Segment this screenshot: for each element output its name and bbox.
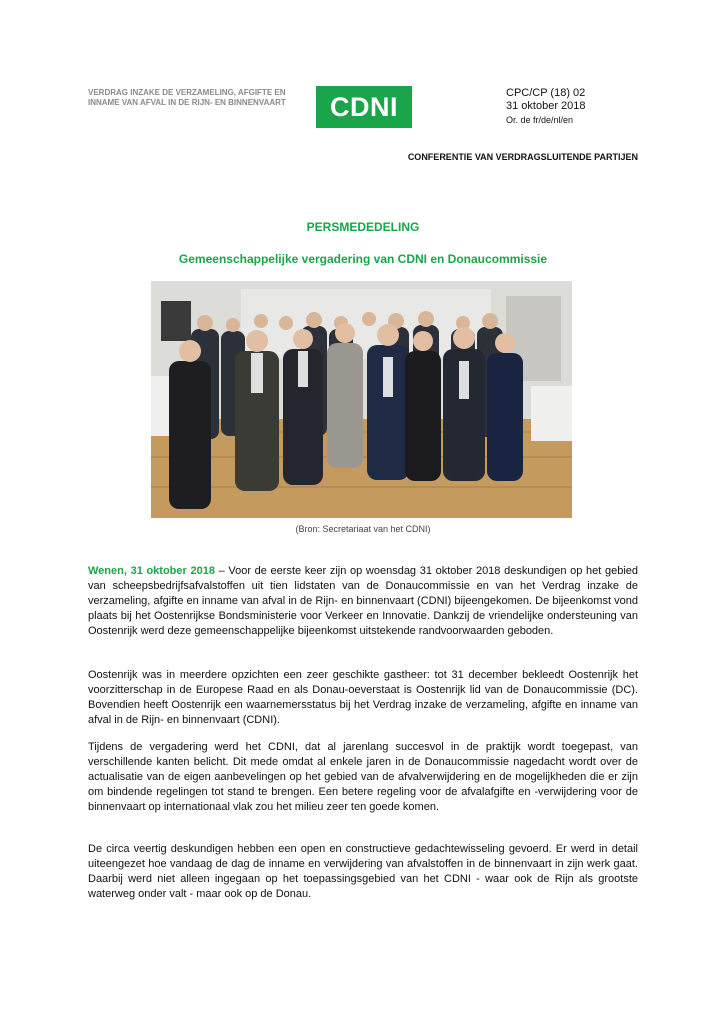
- cdni-logo: [316, 86, 412, 128]
- document-reference: CPC/CP (18) 02: [506, 87, 586, 99]
- press-release-label: PERSMEDEDELING: [306, 220, 420, 234]
- logo-text: CDNI: [330, 91, 398, 122]
- body-paragraph-1: [88, 564, 638, 639]
- organisation-name: VERDRAG INZAKE DE VERZAMELING, AFGIFTE EN INNAME VAN AFVAL IN DE RIJN- EN BINNENVAART: [88, 88, 286, 107]
- document-languages: Or. de fr/de/nl/en: [506, 115, 574, 125]
- dateline: Wenen, 31 oktober 2018: [88, 565, 215, 577]
- group-photo: [151, 281, 572, 518]
- conference-name: CONFERENTIE VAN VERDRAGSLUITENDE PARTIJEN: [407, 152, 638, 162]
- body-paragraph-2: Oostenrijk was in meerdere opzichten een zeer geschikte gastheer: tot 31 december bekleedt Oostenrijk het voorzitterschap in de Europese Raad en als Donau-oeverstaat is Oostenrijk lid van de Donaucommissie (DC). Bovendien heeft Oostenrijk een waarnemersstatus bij het Verdrag inzake de verzameling, afgifte en inname van afval in de Rijn- en binnenvaart (CDNI).: [88, 669, 638, 726]
- body-paragraph-3: Tijdens de vergadering werd het CDNI, dat al jarenlang succesvol in de praktijk wordt toegepast, van verschillende kanten belicht. Dit mede omdat al enkele jaren in de Donaucommissie nagedacht wordt over de actualisatie van de eigen aanbevelingen op het gebied van de afvalverwijdering en de mogelijkheden die er zijn om bindende regelingen tot stand te brengen. Een betere regeling voor de afvalafgifte en -verwijdering voor de binnenvaart op internationaal vlak zou het milieu zeer ten goede komen.: [88, 741, 638, 813]
- body-paragraph-4: De circa veertig deskundigen hebben een open en constructieve gedachtewisseling gevoerd. Er werd in detail uiteengezet hoe vandaag de dag de inname en verwijdering van afvalstoffen in de binnenvaart in zijn werk gaat. Daarbij werd niet alleen ingegaan op het toepassingsgebied van het CDNI - waar ook de Rijn als grootste waterweg onder valt - maar ook op de Donau.: [88, 843, 638, 900]
- body-paragraph-1-text: – Voor de eerste keer zijn op woensdag 31 oktober 2018 deskundigen op het gebied van scheepsbedrijfsafvalstoffen uit tien lidstaten van de Donaucommissie en van het Verdrag inzake de verzameling, afgifte en inname van afval in de Rijn- en binnenvaart (CDNI) bijeengekomen. De bijeenkomst vond plaats bij het Oostenrijkse Bondsministerie voor Verkeer en Innovatie. Dankzij de vriendelijke ondersteuning van Oostenrijk werd deze gemeenschappelijke bijeenkomst uitstekende randvoorwaarden geboden.: [88, 565, 638, 637]
- document-date: 31 oktober 2018: [506, 100, 586, 112]
- document-reference-block: [506, 87, 586, 127]
- press-release-title: Gemeenschappelijke vergadering van CDNI en Donaucommissie: [178, 252, 548, 266]
- group-photo-illustration: [151, 281, 572, 518]
- photo-caption: (Bron: Secretariaat van het CDNI): [295, 524, 431, 534]
